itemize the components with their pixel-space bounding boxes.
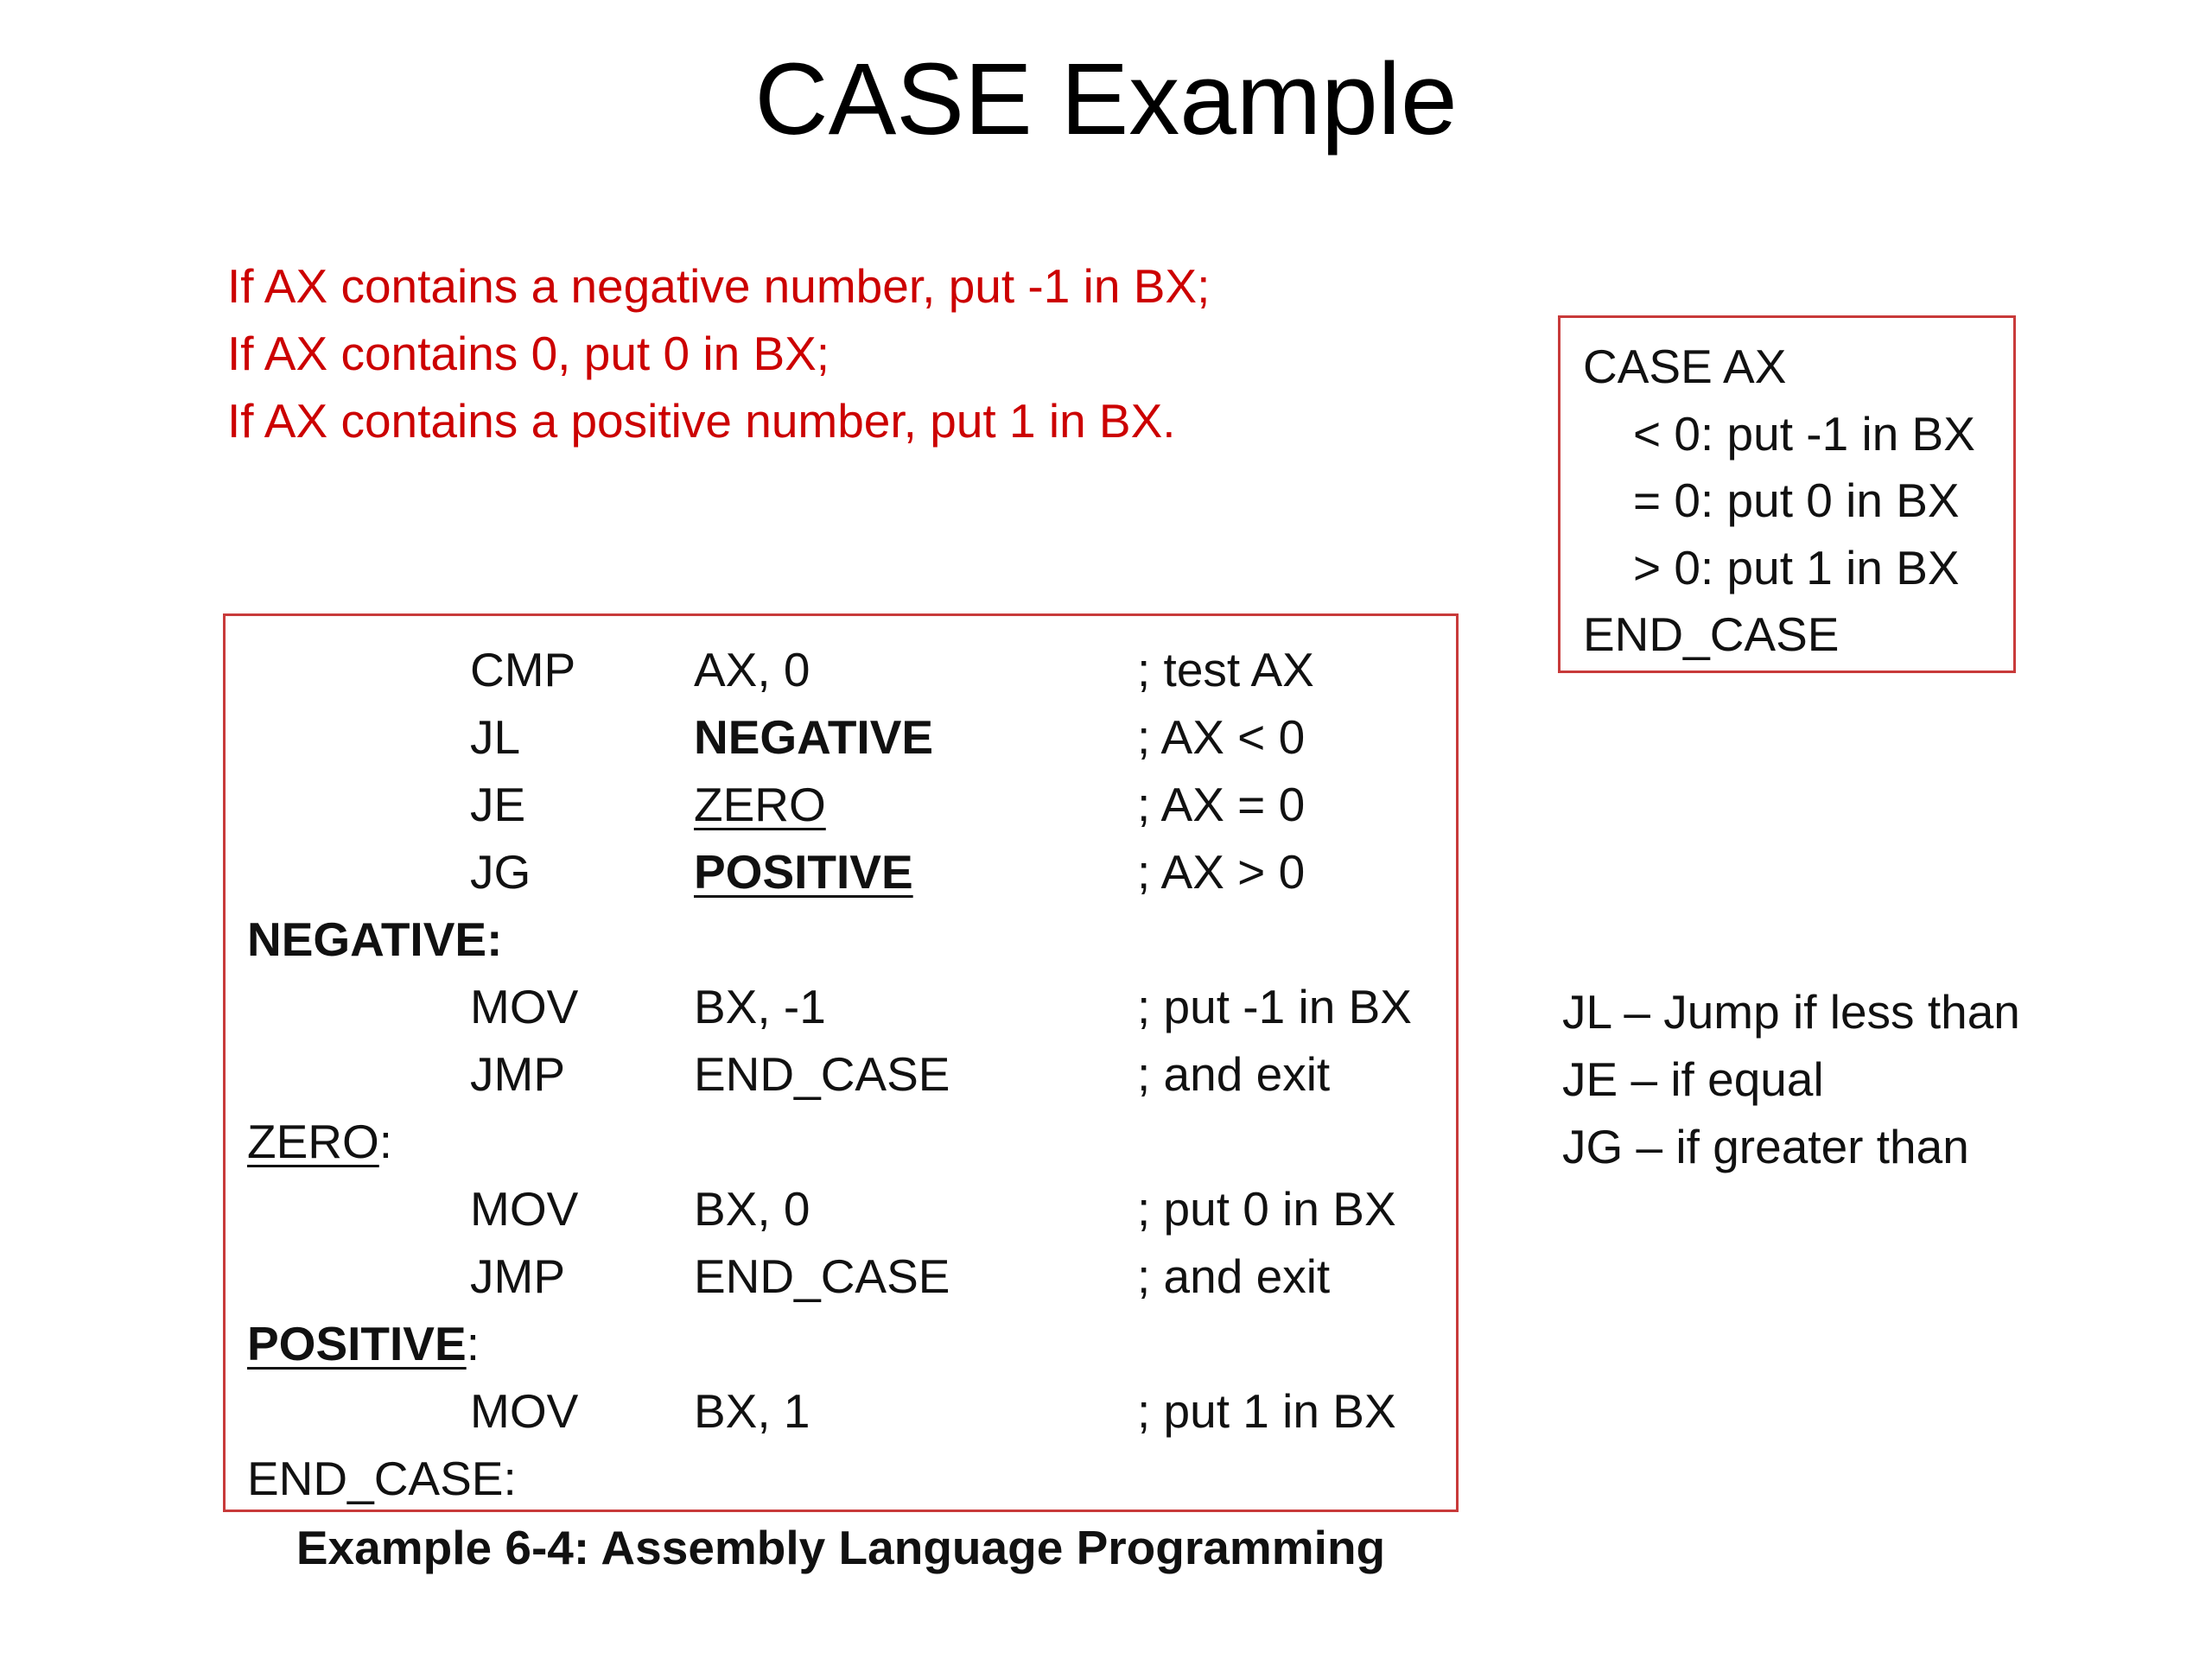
- code-opcode: JMP: [470, 1249, 565, 1303]
- code-operand: ZERO: [694, 778, 826, 831]
- code-opcode: JE: [470, 778, 526, 831]
- case-greater-than: > 0: put 1 in BX: [1633, 540, 1960, 594]
- jump-legend: [1562, 978, 2020, 1180]
- page-title: CASE Example: [754, 42, 1458, 156]
- code-opcode: JG: [470, 845, 531, 899]
- case-header: CASE AX: [1583, 340, 1787, 393]
- code-operand: BX, -1: [694, 980, 826, 1033]
- label-colon: :: [486, 912, 503, 966]
- code-line: [226, 973, 1456, 1040]
- figure-caption: Example 6-4: Assembly Language Programming: [296, 1521, 1386, 1574]
- code-comment: ; and exit: [1137, 1249, 1331, 1303]
- code-line: [226, 771, 1456, 838]
- code-label: [247, 1108, 392, 1175]
- statement-negative: If AX contains a negative number, put -1 in BX;: [227, 259, 1211, 313]
- code-operand: NEGATIVE: [694, 710, 934, 764]
- legend-je: JE – if equal: [1562, 1052, 1824, 1106]
- code-opcode: JMP: [470, 1047, 565, 1101]
- code-comment: ; AX = 0: [1137, 778, 1306, 831]
- code-operand: AX, 0: [694, 643, 810, 696]
- case-end: END_CASE: [1583, 607, 1840, 661]
- legend-jl: JL – Jump if less than: [1562, 985, 2020, 1039]
- case-pseudocode-box: [1558, 315, 2016, 673]
- legend-jg: JG – if greater than: [1562, 1120, 1969, 1173]
- code-line: [226, 906, 1456, 973]
- label-colon: :: [378, 1115, 393, 1168]
- code-opcode: MOV: [470, 1384, 579, 1438]
- code-comment: ; AX > 0: [1137, 845, 1306, 899]
- code-opcode: MOV: [470, 1182, 579, 1236]
- code-comment: ; and exit: [1137, 1047, 1331, 1101]
- code-label: [247, 1310, 480, 1377]
- code-line: [226, 1108, 1456, 1175]
- code-line: [226, 1040, 1456, 1108]
- code-comment: ; put -1 in BX: [1137, 980, 1412, 1033]
- code-operand: BX, 0: [694, 1182, 810, 1236]
- label-colon: :: [466, 1317, 480, 1370]
- code-operand: POSITIVE: [694, 845, 913, 899]
- code-operand: BX, 1: [694, 1384, 810, 1438]
- code-comment: ; test AX: [1137, 643, 1314, 696]
- code-label: END_CASE:: [247, 1452, 517, 1505]
- code-line: [226, 1377, 1456, 1445]
- assembly-code-box: [223, 613, 1459, 1512]
- code-operand: END_CASE: [694, 1249, 950, 1303]
- statement-positive: If AX contains a positive number, put 1 in BX.: [227, 394, 1176, 448]
- code-line: [226, 636, 1456, 703]
- code-line: [226, 1175, 1456, 1243]
- statement-zero: If AX contains 0, put 0 in BX;: [227, 327, 830, 380]
- label-name: ZERO: [247, 1115, 379, 1168]
- code-line: [226, 838, 1456, 906]
- code-comment: ; AX < 0: [1137, 710, 1306, 764]
- code-comment: ; put 0 in BX: [1137, 1182, 1396, 1236]
- label-name: NEGATIVE: [247, 912, 487, 966]
- code-line: [226, 1445, 1456, 1512]
- problem-statements: [227, 252, 1210, 454]
- code-opcode: JL: [470, 710, 521, 764]
- label-name: POSITIVE: [247, 1317, 467, 1370]
- code-label: [247, 906, 502, 973]
- code-line: [226, 1243, 1456, 1310]
- code-opcode: MOV: [470, 980, 579, 1033]
- code-comment: ; put 1 in BX: [1137, 1384, 1396, 1438]
- code-opcode: CMP: [470, 643, 576, 696]
- code-operand: END_CASE: [694, 1047, 950, 1101]
- code-line: [226, 703, 1456, 771]
- case-equal: = 0: put 0 in BX: [1633, 474, 1960, 527]
- case-less-than: < 0: put -1 in BX: [1633, 406, 1975, 461]
- code-line: [226, 1310, 1456, 1377]
